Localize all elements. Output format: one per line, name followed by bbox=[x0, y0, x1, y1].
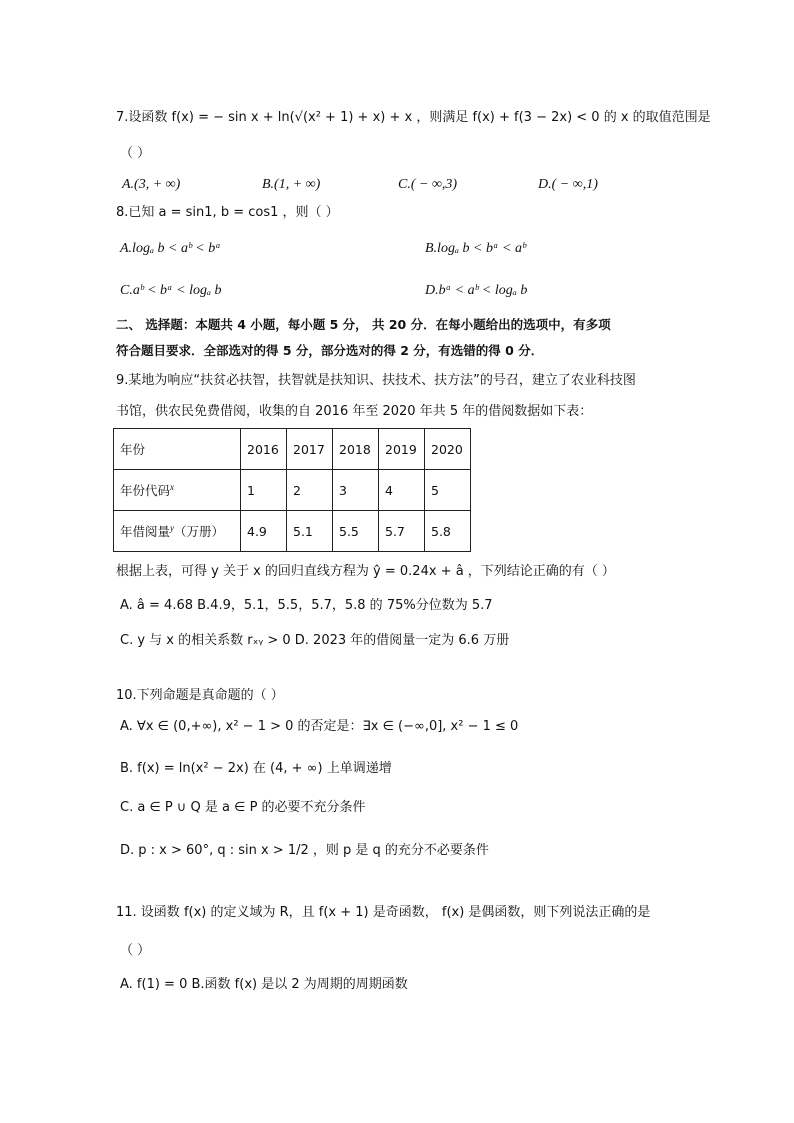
table-cell-code: 3 bbox=[333, 470, 379, 511]
q9-stem-line-2: 书馆，供农民免费借阅，收集的自 2016 年至 2020 年共 5 年的借阅数据如下表： bbox=[116, 404, 593, 419]
q8-option-c: C.aᵇ < bᵃ < logₐ b bbox=[120, 283, 222, 298]
table-cell-volume: 4.9 bbox=[241, 511, 287, 552]
table-cell-volume: 5.1 bbox=[287, 511, 333, 552]
borrowing-data-table bbox=[113, 428, 471, 552]
q9-regression-text: 根据上表，可得 y 关于 x 的回归直线方程为 ŷ = 0.24x + â ，下列结论正确的有（ ） bbox=[116, 564, 615, 579]
table-cell-volume: 5.5 bbox=[333, 511, 379, 552]
q7-option-b: B.(1, + ∞) bbox=[262, 177, 321, 192]
table-row-years bbox=[114, 429, 471, 470]
q8-option-a: A.logₐ b < aᵇ < bᵃ bbox=[120, 241, 221, 256]
table-cell-year: 2017 bbox=[287, 429, 333, 470]
q8-option-b: B.logₐ b < bᵃ < aᵇ bbox=[425, 241, 526, 256]
q11-stem: 11. 设函数 f(x) 的定义域为 R，且 f(x + 1) 是奇函数， f(x) 是偶函数，则下列说法正确的是 bbox=[116, 905, 651, 920]
table-cell-year: 2020 bbox=[425, 429, 471, 470]
q7-option-c: C.( − ∞,3) bbox=[398, 177, 458, 192]
table-row-volumes bbox=[114, 511, 471, 552]
table-cell-year: 2018 bbox=[333, 429, 379, 470]
q9-stem-line-1: 9.某地为响应“扶贫必扶智，扶智就是扶知识、扶技术、扶方法”的号召，建立了农业科技图 bbox=[116, 373, 636, 388]
q7-answer-blank: （ ） bbox=[120, 146, 151, 161]
section-2-instructions: 符合题目要求．全部选对的得 5 分，部分选对的得 2 分，有选错的得 0 分． bbox=[116, 343, 544, 358]
q7-option-a: A.(3, + ∞) bbox=[122, 177, 181, 192]
table-cell-volume: 5.8 bbox=[425, 511, 471, 552]
table-row-codes bbox=[114, 470, 471, 511]
table-cell-code: 4 bbox=[379, 470, 425, 511]
table-header-code bbox=[114, 470, 241, 511]
q9-options-cd: C. y 与 x 的相关系数 rₓᵧ > 0 D. 2023 年的借阅量一定为 6.6 万册 bbox=[120, 633, 510, 648]
q7-option-d: D.( − ∞,1) bbox=[538, 177, 598, 192]
code-label: 年份代码 bbox=[120, 483, 171, 498]
table-cell-year: 2016 bbox=[241, 429, 287, 470]
code-variable: x bbox=[170, 481, 175, 492]
q10-option-d: D. p : x > 60°, q : sin x > 1/2 ，则 p 是 q 的充分不必要条件 bbox=[120, 843, 489, 858]
section-2-heading: 二、 选择题：本题共 4 小题，每小题 5 分， 共 20 分．在每小题给出的选项中，有多项 bbox=[116, 317, 611, 332]
q11-answer-blank: （ ） bbox=[120, 943, 151, 958]
q10-option-b: B. f(x) = ln(x² − 2x) 在 (4, + ∞) 上单调递增 bbox=[120, 761, 392, 776]
table-cell-year: 2019 bbox=[379, 429, 425, 470]
q10-option-c: C. a ∈ P ∪ Q 是 a ∈ P 的必要不充分条件 bbox=[120, 800, 366, 815]
q8-option-d: D.bᵃ < aᵇ < logₐ b bbox=[425, 283, 528, 298]
table-cell-code: 1 bbox=[241, 470, 287, 511]
table-header-year: 年份 bbox=[114, 429, 241, 470]
table-header-volume bbox=[114, 511, 241, 552]
q10-stem: 10.下列命题是真命题的（ ） bbox=[116, 688, 284, 703]
volume-variable: y bbox=[170, 522, 175, 533]
volume-label: 年借阅量 bbox=[120, 524, 171, 539]
q10-option-a: A. ∀x ∈ (0,+∞), x² − 1 > 0 的否定是：∃x ∈ (−∞,0], x² − 1 ≤ 0 bbox=[120, 719, 519, 734]
table-cell-volume: 5.7 bbox=[379, 511, 425, 552]
volume-unit: （万册） bbox=[174, 524, 225, 539]
q9-options-ab: A. â = 4.68 B.4.9，5.1，5.5，5.7，5.8 的 75%分位数为 5.7 bbox=[120, 598, 493, 613]
q7-stem: 7.设函数 f(x) = − sin x + ln(√(x² + 1) + x) + x ，则满足 f(x) + f(3 − 2x) < 0 的 x 的取值范围是 bbox=[116, 110, 711, 125]
table-cell-code: 2 bbox=[287, 470, 333, 511]
q8-stem: 8.已知 a = sin1, b = cos1 ，则（ ） bbox=[116, 205, 339, 220]
q11-options-ab: A. f(1) = 0 B.函数 f(x) 是以 2 为周期的周期函数 bbox=[120, 977, 408, 992]
table-cell-code: 5 bbox=[425, 470, 471, 511]
